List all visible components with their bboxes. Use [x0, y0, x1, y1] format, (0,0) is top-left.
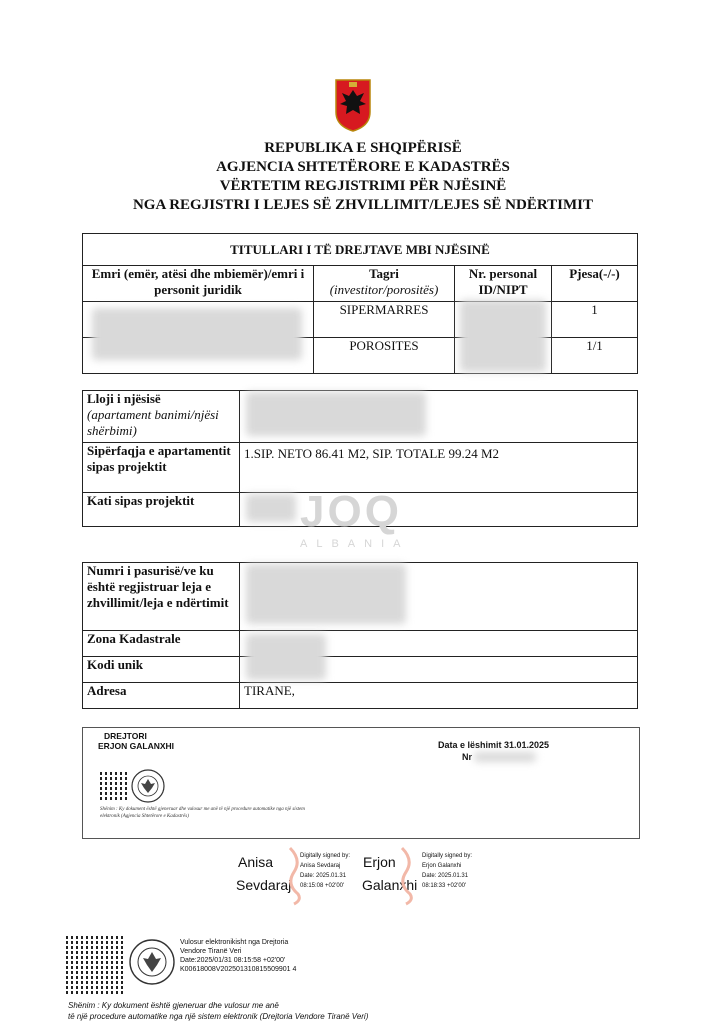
property-address-value: TIRANE,	[240, 683, 638, 709]
signature-2-line: Date: 2025.01.31	[422, 873, 469, 879]
director-name: ERJON GALANXHI	[98, 741, 175, 751]
signature-1-line: Anisa Sevdaraj	[300, 863, 341, 869]
property-address-label: Adresa	[83, 683, 240, 709]
signature-2-line: Digitally signed by:	[422, 853, 473, 859]
signature-1-first: Anisa	[238, 854, 274, 870]
signature-2-mark-icon	[398, 846, 416, 906]
col-tag-sub: (investitor/porositës)	[329, 282, 439, 297]
property-zone-label: Zona Kadastrale	[83, 631, 240, 657]
unit-type-label-cell	[83, 391, 240, 443]
signature-2-first: Erjon	[363, 854, 396, 870]
holder-share-cell: 1/1	[552, 338, 638, 374]
signature-1-line: Date: 2025.01.31	[300, 873, 347, 879]
property-code-label: Kodi unik	[83, 657, 240, 683]
holder-tag-cell: POROSITES	[314, 338, 455, 374]
header-line-4: NGA REGJISTRI I LEJES SË ZHVILLIMIT/LEJES SË NDËRTIMIT	[132, 197, 594, 213]
stamp-seal-icon	[128, 938, 176, 986]
footer-note: Shënim : Ky dokument është gjeneruar dhe vulosur me anë të një procedure automatike nga një sistem elektronik (Agjencia Shtetërore e Kadastrës)	[100, 807, 305, 819]
col-name-header: Emri (emër, atësi dhe mbiemër)/emri i personit juridik	[83, 266, 314, 302]
unit-type-sub: (apartament banimi/njësi shërbimi)	[87, 407, 219, 438]
stamp-line: Date:2025/01/31 08:15:58 +02'00'	[180, 957, 286, 964]
signature-2-line: 08:18:33 +02'00'	[422, 883, 467, 889]
watermark-sub: ALBANIA	[300, 538, 410, 550]
unit-type-label: Lloji i njësisë	[87, 391, 161, 406]
nr-label: Nr	[462, 752, 473, 762]
signature-1-line: 08:15:08 +02'00'	[300, 883, 345, 889]
holders-title: TITULLARI I TË DREJTAVE MBI NJËSINË	[83, 234, 638, 266]
header-line-3: VËRTETIM REGJISTRIMI PËR NJËSINË	[219, 178, 507, 194]
redacted-floor	[246, 494, 296, 522]
col-tag-label: Tagri	[369, 266, 399, 281]
signature-2-last: Galanxhi	[362, 877, 418, 893]
unit-area-value: 1.SIP. NETO 86.41 M2, SIP. TOTALE 99.24 M2	[240, 443, 638, 493]
property-number-label: Numri i pasurisë/ve ku është regjistruar leja e zhvillimit/leja e ndërtimit	[83, 563, 240, 631]
redacted-unit-type	[246, 392, 426, 436]
redacted-id	[460, 300, 546, 372]
holder-tag-cell: SIPERMARRES	[314, 302, 455, 338]
bottom-note	[68, 1000, 368, 1022]
watermark-logo: JOQ	[300, 487, 402, 536]
stamp-text	[180, 938, 296, 974]
stamp-line: Vulosur elektronikisht nga Drejtoria	[180, 939, 289, 946]
qr-code-icon	[100, 770, 128, 800]
unit-floor-label: Kati sipas projektit	[83, 493, 240, 527]
seal-icon	[130, 768, 166, 804]
redacted-nr	[474, 752, 536, 762]
redacted-name	[92, 308, 302, 360]
unit-area-label: Sipërfaqja e apartamentit sipas projektit	[83, 443, 240, 493]
bottom-note-line: të një procedure automatike nga një sistem elektronik (Drejtoria Vendore Tiranë Veri)	[68, 1012, 369, 1021]
col-tag-header	[314, 266, 455, 302]
col-id-header: Nr. personal ID/NIPT	[455, 266, 552, 302]
header-line-2: AGJENCIA SHTETËRORE E KADASTRËS	[216, 159, 510, 175]
stamp-line: Vendore Tiranë Veri	[180, 948, 242, 955]
bottom-note-line: Shënim : Ky dokument është gjeneruar dhe vulosur me anë	[68, 1001, 279, 1010]
signature-2-line: Erjon Galanxhi	[422, 863, 462, 869]
redacted-zone-code	[246, 634, 326, 680]
redacted-property-number	[246, 564, 406, 624]
holder-share-cell: 1	[552, 302, 638, 338]
stamp-line: K00618008V202501310815509901 4	[180, 966, 297, 973]
signature-2-details	[422, 851, 472, 891]
qr-code-large-icon	[66, 934, 126, 994]
col-share-header: Pjesa(-/-)	[552, 266, 638, 302]
issue-date: Data e lëshimit 31.01.2025	[438, 740, 550, 750]
albanian-emblem-icon	[334, 78, 372, 132]
signature-1-details	[300, 851, 350, 891]
header-line-1: REPUBLIKA E SHQIPËRISË	[264, 140, 462, 156]
signature-1-line: Digitally signed by:	[300, 853, 351, 859]
signature-1-last: Sevdaraj	[236, 877, 292, 893]
director-title: DREJTORI	[104, 731, 147, 741]
